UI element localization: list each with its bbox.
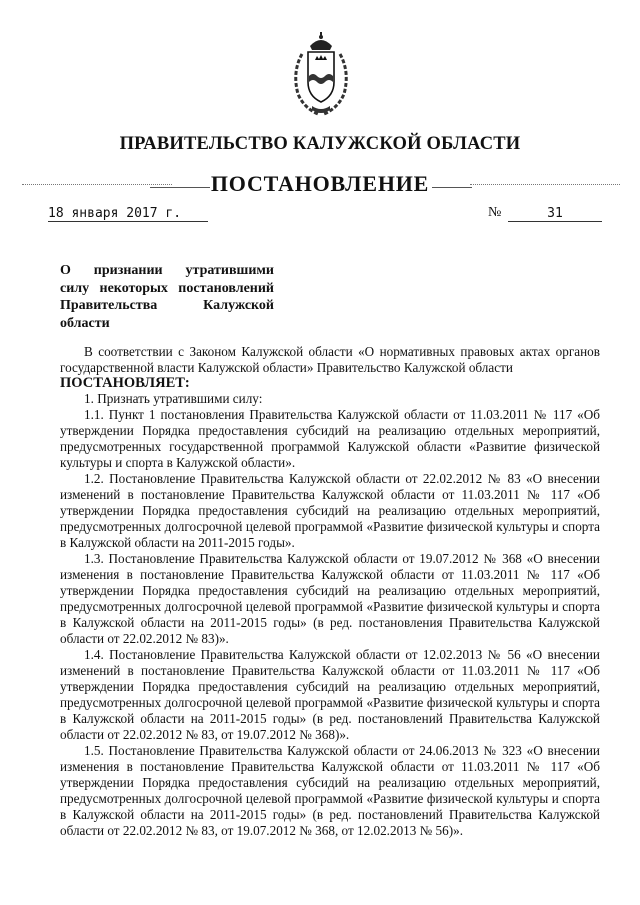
clause-paragraph: 1.1. Пункт 1 постановления Правительства Калужской области от 11.03.2011 № 117 «Об утверждении Порядка предоставления субсидий на реализацию отдельных мероприятий, предусмотренных государственной программой Калужской области «Развитие физической культуры и спорта в Калужской области». [60, 407, 600, 470]
number-label: № [488, 205, 502, 220]
decree-word: ПОСТАНОВЛЯЕТ: [60, 375, 190, 391]
number-underline [508, 221, 602, 222]
clause-paragraph: 1.3. Постановление Правительства Калужской области от 19.07.2012 № 368 «О внесении изменения в постановление Правительства Калужской области от 11.03.2011 № 117 «Об утверждении Порядка предоставления субсидий на реализацию отдельных мероприятий, предусмотренных долгосрочной целевой программой «Развитие физической культуры и спорта в Калужской области на 2011-2015 годы» (в ред. постановления Правительства Калужской области от 22.02.2012 № 83)». [60, 551, 600, 646]
clause-paragraph: 1. Признать утратившими силу: [84, 391, 263, 406]
kaluga-coat-of-arms-icon [288, 32, 354, 118]
date-underline [48, 221, 208, 222]
document-body [60, 344, 600, 839]
subject-line: области [60, 315, 110, 331]
document-date: 18 января 2017 г. [48, 206, 182, 221]
government-title: ПРАВИТЕЛЬСТВО КАЛУЖСКОЙ ОБЛАСТИ [119, 134, 521, 154]
subject-line: О признании утратившими [60, 263, 274, 278]
subject-line: силу некоторых постановлений [60, 280, 274, 296]
intro-paragraph: В соответствии с Законом Калужской области «О нормативных правовых актах органов государственной власти Калужской области» Правительство Калужской области [60, 344, 600, 375]
clause-paragraph: 1.5. Постановление Правительства Калужской области от 24.06.2013 № 323 «О внесении изменения в постановление Правительства Калужской области от 11.03.2011 № 117 «Об утверждении Порядка предоставления субсидий на реализацию отдельных мероприятий, предусмотренных долгосрочной целевой программой «Развитие физической культуры и спорта в Калужской области на 2011-2015 годы» (в ред. постановлений Правительства Калужской области от 22.02.2012 № 83, от 19.07.2012 № 368, от 12.02.2013 № 56)». [60, 743, 600, 838]
subject-line: Правительства Калужской [60, 298, 274, 313]
clause-paragraph: 1.4. Постановление Правительства Калужской области от 12.02.2013 № 56 «О внесении изменений в постановление Правительства Калужской области от 11.03.2011 № 117 «Об утверждении Порядка предоставления субсидий на реализацию отдельных мероприятий, предусмотренных долгосрочной целевой программой «Развитие физической культуры и спорта в Калужской области на 2011-2015 годы» (в ред. постановлений Правительства Калужской области от 22.02.2012 № 83, от 19.07.2012 № 368)». [60, 647, 600, 742]
document-number: 31 [547, 206, 563, 221]
document-type: ПОСТАНОВЛЕНИЕ [210, 171, 430, 196]
document-subject [60, 262, 274, 332]
clause-paragraph: 1.2. Постановление Правительства Калужской области от 22.02.2012 № 83 «О внесении изменений в постановление Правительства Калужской области от 11.03.2011 № 117 «Об утверждении Порядка предоставления субсидий на реализацию отдельных мероприятий, предусмотренных долгосрочной целевой программой «Развитие физической культуры и спорта в Калужской области на 2011-2015 годы». [60, 471, 600, 550]
